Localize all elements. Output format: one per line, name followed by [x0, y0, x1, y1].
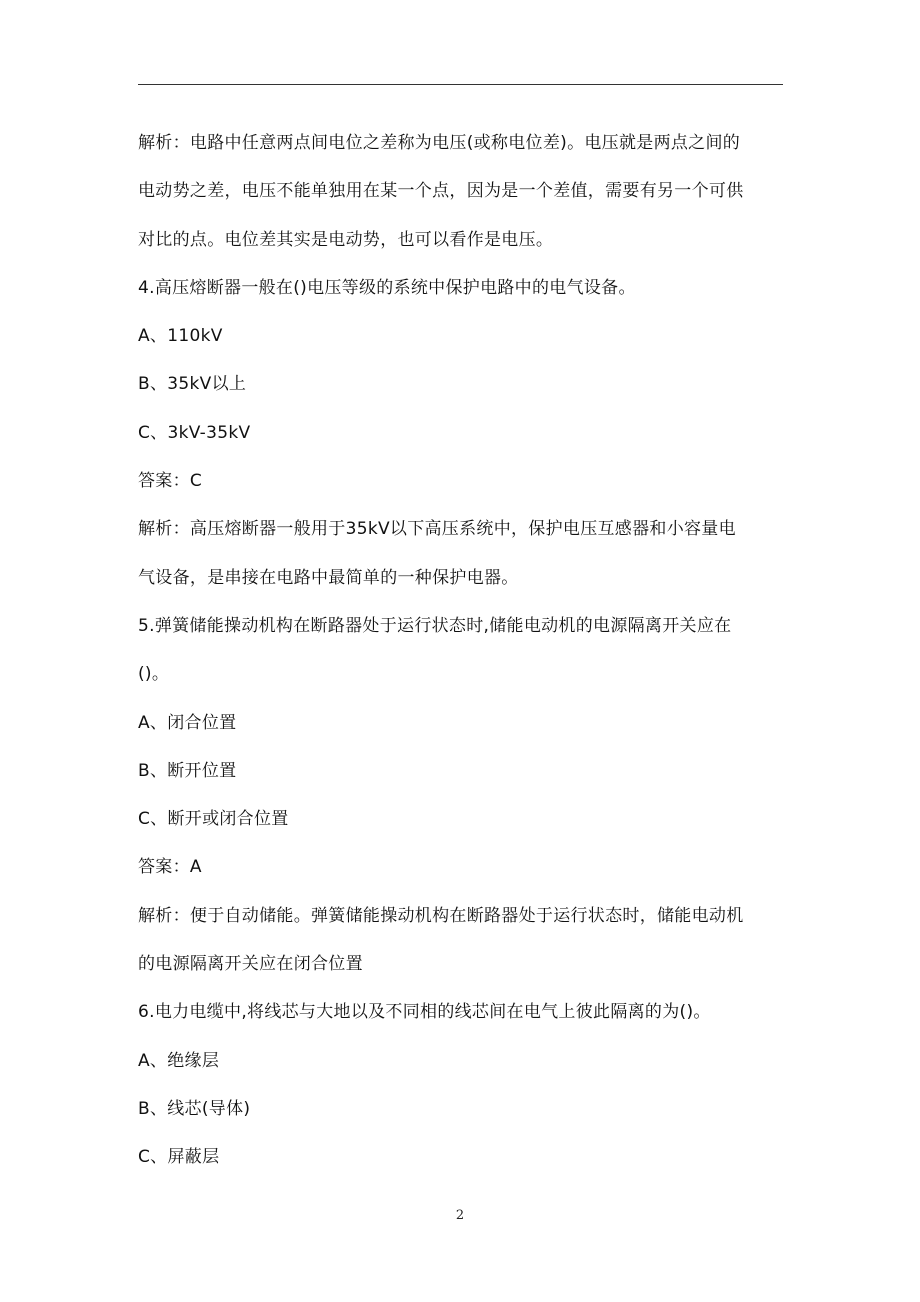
- page-number: 2: [455, 1208, 465, 1223]
- explanation-3-line-2: 电动势之差，电压不能单独用在某一个点，因为是一个差值，需要有另一个可供: [138, 181, 744, 202]
- question-6-stem: 6.电力电缆中,将线芯与大地以及不同相的线芯间在电气上彼此隔离的为()。: [138, 1002, 711, 1023]
- document-body: [138, 119, 788, 1182]
- explanation-5-line-1: 解析：便于自动储能。弹簧储能操动机构在断路器处于运行状态时，储能电动机: [138, 905, 744, 926]
- question-6-option-a: A、绝缘层: [138, 1050, 220, 1071]
- question-4-answer: 答案：C: [138, 471, 203, 492]
- header-rule: [138, 84, 783, 85]
- question-4-option-c: C、3kV-35kV: [138, 422, 251, 443]
- question-5-option-c: C、断开或闭合位置: [138, 809, 289, 830]
- question-5-stem-line-2: ()。: [138, 664, 170, 685]
- question-5-option-a: A、闭合位置: [138, 712, 237, 733]
- explanation-5-line-2: 的电源隔离开关应在闭合位置: [138, 954, 363, 975]
- question-6-option-b: B、线芯(导体): [138, 1098, 251, 1119]
- explanation-4-line-1: 解析：高压熔断器一般用于35kV以下高压系统中，保护电压互感器和小容量电: [138, 519, 736, 540]
- explanation-3-line-3: 对比的点。电位差其实是电动势，也可以看作是电压。: [138, 229, 554, 250]
- question-4-option-b: B、35kV以上: [138, 374, 247, 395]
- question-5-stem-line-1: 5.弹簧储能操动机构在断路器处于运行状态时,储能电动机的电源隔离开关应在: [138, 615, 732, 636]
- explanation-4-line-2: 气设备，是串接在电路中最简单的一种保护电器。: [138, 567, 519, 588]
- question-5-answer: 答案：A: [138, 857, 202, 878]
- question-4-option-a: A、110kV: [138, 326, 223, 347]
- question-6-option-c: C、屏蔽层: [138, 1147, 220, 1168]
- explanation-3-line-1: 解析：电路中任意两点间电位之差称为电压(或称电位差)。电压就是两点之间的: [138, 133, 741, 153]
- question-4-stem: 4.高压熔断器一般在()电压等级的系统中保护电路中的电气设备。: [138, 277, 636, 298]
- question-5-option-b: B、断开位置: [138, 760, 237, 781]
